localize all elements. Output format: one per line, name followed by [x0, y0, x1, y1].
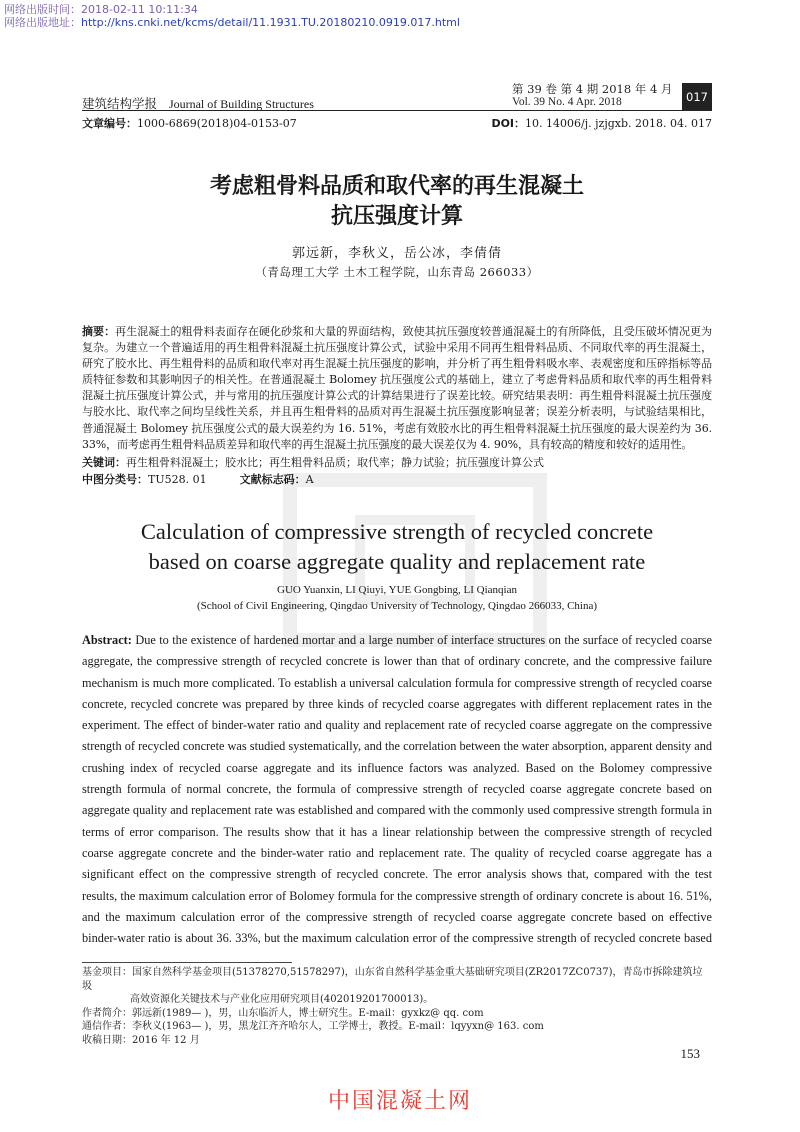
- footnotes: [82, 966, 712, 1047]
- footnote-received: [82, 1034, 712, 1048]
- authors-en: GUO Yuanxin, LI Qiuyi, YUE Gongbing, LI Qianqian: [277, 584, 517, 596]
- online-pub-time: [4, 3, 198, 16]
- footnote-corresponding: [82, 1020, 712, 1034]
- title-cn-line2: 抗压强度计算: [330, 204, 463, 229]
- abstract-cn-text: 再生混凝土的粗骨料表面存在硬化砂浆和大量的界面结构，致使其抗压强度较普通混凝土的有所降低，且受压破坏情况更为复杂。为建立一个普遍适用的再生粗骨料混凝土抗压强度计算公式，试验中采用不同再生粗骨料品质、不同取代率的再生混凝土，研究了胶水比、再生粗骨料的品质和取代率对再生混凝土抗压强度的影响，并分析了再生粗骨料吸水率、表观密度和压碎指标等品质特征参数和其影响因子的相关性。在普通混凝土 Bolomey 抗压强度公式的基础上，建立了考虑骨料品质和取代率的再生粗骨料混凝土抗压强度计算公式，并与常用的抗压强度计算公式的计算结果进行了误差比较。研究结果表明：再生粗骨料混凝土抗压强度与胶水比、取代率之间均呈线性关系，并且再生粗骨料的品质对再生混凝土抗压强度影响显著；误差分析表明，与试验结果相比，普通混凝土 Bolomey 抗压强度公式的最大误差约为 16. 51%，考虑有效胶水比的再生粗骨料混凝土抗压强度的最大误差约为 36. 33%，而考虑再生粗骨料品质差异和取代率的再生混凝土抗压强度的最大误差仅为 4. 90%，具有较高的精度和较好的适用性。: [82, 325, 712, 451]
- article-number-value: 1000-6869(2018)04-0153-07: [137, 117, 297, 130]
- corr-label: 通信作者：: [82, 1021, 132, 1032]
- doi: [491, 115, 712, 131]
- article-number: [82, 115, 297, 131]
- abstract-cn: [82, 324, 712, 453]
- class-no-value: TU528. 01: [148, 473, 207, 486]
- keywords-cn-label: 关键词：: [82, 456, 126, 469]
- corr-bio: 李秋义(1963— )，男，黑龙江齐齐哈尔人，工学博士，教授。E-mail：lqyyxn@ 163. com: [132, 1021, 544, 1032]
- doi-label: DOI：: [491, 117, 526, 130]
- journal-name-cn: 建筑结构学报: [82, 96, 158, 111]
- abstract-en-label: Abstract:: [82, 633, 132, 647]
- affiliation-en: (School of Civil Engineering, Qingdao University of Technology, Qingdao 266033, China): [196, 600, 598, 612]
- doc-code-value: A: [305, 473, 314, 486]
- abstract-en-text: Due to the existence of hardened mortar and a large number of interface structures on the surface of recycled coarse aggregate, the compressive strength of recycled concrete is lower than that of ordinary concrete, and the compressive failure mechanism is much more complicated. To establish a universal calculation formula for compressive strength of recycled coarse concrete, recycled concrete was prepared by three kinds of recycled coarse aggregates with different replacement rates in the experiment. The effect of binder-water ratio and quality and replacement rate of recycled coarse aggregate on the compressive strength of recycled concrete was studied systematically, and the correlation between the water absorption, apparent density and crushing index of recycled coarse aggregate and its influence factors was analyzed. Based on the Bolomey compressive strength formula of normal concrete, the formula of compressive strength of recycled coarse aggregate concrete based on aggregate quality and replacement rate was established and compared with the commonly used compressive strength formula in terms of error comparison. The results show that it has a linear relationship between the compressive strength of recycled coarse aggregate concrete and the binder-water ratio and replacement rate. The quality of recycled coarse aggregate has a significant effect on the compressive strength of recycled concrete. The error analysis shows that, compared with the test results, the maximum calculation error of Bolomey formula for the compressive strength of ordinary concrete is about 16. 51%, and the maximum calculation error of the compressive strength of recycled coarse aggregate concrete based on effective binder-water ratio is about 36. 33%, but the maximum calculation error of the compressive strength of recycled concrete based: [82, 633, 712, 946]
- page-number: 153: [680, 1046, 700, 1061]
- title-cn-line1: 考虑粗骨料品质和取代率的再生混凝土: [209, 174, 584, 199]
- volume-info: [512, 83, 672, 109]
- author-bio: 郭远新(1989— )，男，山东临沂人，博士研究生。E-mail：gyxkz@ qq. com: [132, 1007, 484, 1019]
- affiliation-cn: （青岛理工大学 土木工程学院，山东青岛 266033）: [255, 265, 539, 279]
- title-en-line2: based on coarse aggregate quality and replacement rate: [148, 549, 646, 574]
- header-rule: [82, 110, 712, 111]
- doi-value: 10. 14006/j. jzjgxb. 2018. 04. 017: [525, 117, 712, 130]
- article-sequence-box: 017: [682, 83, 712, 111]
- site-watermark: 中国混凝土网: [327, 1089, 472, 1114]
- footnote-author: [82, 1007, 712, 1021]
- fund-line1: 国家自然科学基金项目(51378270,51578297)，山东省自然科学基金重大基础研究项目(ZR2017ZC0737)，青岛市拆除建筑垃圾: [82, 967, 703, 992]
- journal-name-en: Journal of Building Structures: [168, 97, 314, 111]
- abstract-cn-label: 摘要：: [82, 325, 116, 338]
- footnote-fund: [82, 966, 712, 993]
- doc-code-label: 文献标志码：: [239, 473, 306, 486]
- volume-info-cn: 第 39 卷 第 4 期 2018 年 4 月: [512, 82, 673, 96]
- title-en-line1: Calculation of compressive strength of recycled concrete: [140, 519, 654, 544]
- online-pub-url: [4, 16, 460, 29]
- online-pub-time-value: 2018-02-11 10:11:34: [81, 3, 198, 16]
- keywords-cn-text: 再生粗骨料混凝土；胶水比；再生粗骨料品质；取代率；静力试验；抗压强度计算公式: [126, 456, 544, 469]
- online-pub-time-label: 网络出版时间：: [4, 3, 81, 16]
- author-label: 作者简介：: [82, 1007, 132, 1019]
- received-date: 2016 年 12 月: [132, 1034, 200, 1046]
- fund-label: 基金项目：: [82, 967, 132, 978]
- received-label: 收稿日期：: [82, 1034, 132, 1046]
- online-pub-url-link[interactable]: http://kns.cnki.net/kcms/detail/11.1931.TU.20180210.0919.017.html: [81, 16, 460, 29]
- class-no-label: 中图分类号：: [82, 473, 148, 486]
- online-pub-url-label: 网络出版地址：: [4, 16, 81, 29]
- article-number-label: 文章编号：: [82, 117, 137, 130]
- fund-line2: 高效资源化关键技术与产业化应用研究项目(402019201700013)。: [130, 994, 434, 1005]
- abstract-en: [82, 630, 712, 949]
- footnote-rule: [82, 962, 292, 963]
- authors-cn: 郭远新，李秋义，岳公冰，李倩倩: [291, 246, 502, 261]
- volume-info-en: Vol. 39 No. 4 Apr. 2018: [512, 96, 622, 108]
